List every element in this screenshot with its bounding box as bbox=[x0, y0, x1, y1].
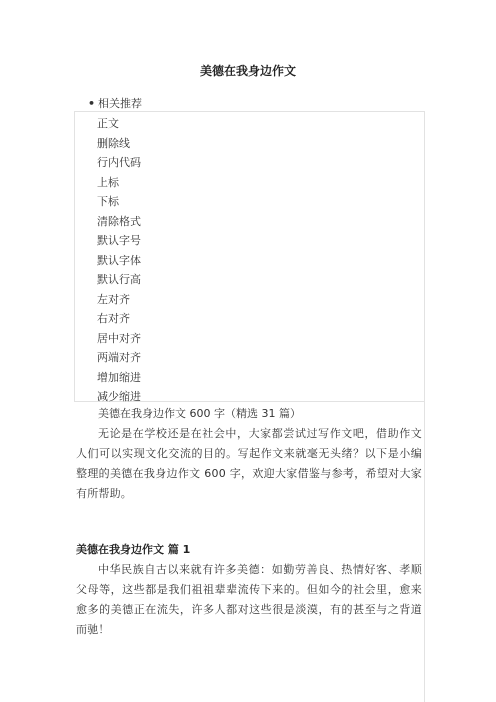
menu-item-default-line-height[interactable]: 默认行高 bbox=[97, 273, 141, 286]
menu-item-superscript[interactable]: 上标 bbox=[97, 175, 119, 189]
menu-item-inline-code[interactable]: 行内代码 bbox=[97, 156, 141, 169]
menu-item-strikethrough[interactable]: 删除线 bbox=[97, 136, 130, 150]
menu-item-outdent[interactable]: 减少缩进 bbox=[97, 390, 141, 403]
intro-paragraph: 无论是在学校还是在社会中，大家都尝试过写作文吧，借助作文人们可以实现文化交流的目的。写起作文来就毫无头绪？以下是小编整理的美德在我身边作文 600 字，欢迎大家借鉴与参考，希望对大家有所帮助。 bbox=[76, 427, 422, 500]
menu-item-align-right[interactable]: 右对齐 bbox=[97, 312, 130, 325]
menu-item-justify[interactable]: 两端对齐 bbox=[97, 351, 141, 364]
box-right-border bbox=[424, 111, 425, 702]
related-heading bbox=[88, 95, 142, 111]
menu-item-default-size[interactable]: 默认字号 bbox=[97, 234, 141, 247]
related-heading-label: 相关推荐 bbox=[98, 97, 143, 110]
menu-item-default-font[interactable]: 默认字体 bbox=[97, 253, 141, 267]
menu-item-clear-format[interactable]: 清除格式 bbox=[97, 214, 141, 228]
page-title: 美德在我身边作文 bbox=[199, 64, 296, 78]
article-body bbox=[76, 404, 422, 640]
menu-item-align-left[interactable]: 左对齐 bbox=[97, 292, 130, 306]
bullet-icon: • bbox=[88, 97, 96, 110]
menu-item-body-text[interactable]: 正文 bbox=[97, 117, 119, 130]
box-left-border bbox=[74, 111, 75, 401]
essay-subtitle: 美德在我身边作文 600 字（精选 31 篇） bbox=[98, 407, 301, 420]
menu-item-indent[interactable]: 增加缩进 bbox=[97, 370, 141, 384]
section-heading: 美德在我身边作文 篇 1 bbox=[76, 543, 191, 556]
format-menu bbox=[97, 114, 141, 407]
menu-item-align-center[interactable]: 居中对齐 bbox=[97, 331, 141, 345]
menu-item-subscript[interactable]: 下标 bbox=[97, 195, 119, 208]
body-paragraph: 中华民族自古以来就有许多美德：如勤劳善良、热情好客、孝顺父母等，这些都是我们祖祖辈辈流传下来的。但如今的社会里，愈来愈多的美德正在流失，许多人都对这些很是淡漠，有的甚至与之背道而驰！ bbox=[76, 563, 422, 636]
box-top-border bbox=[74, 111, 424, 112]
